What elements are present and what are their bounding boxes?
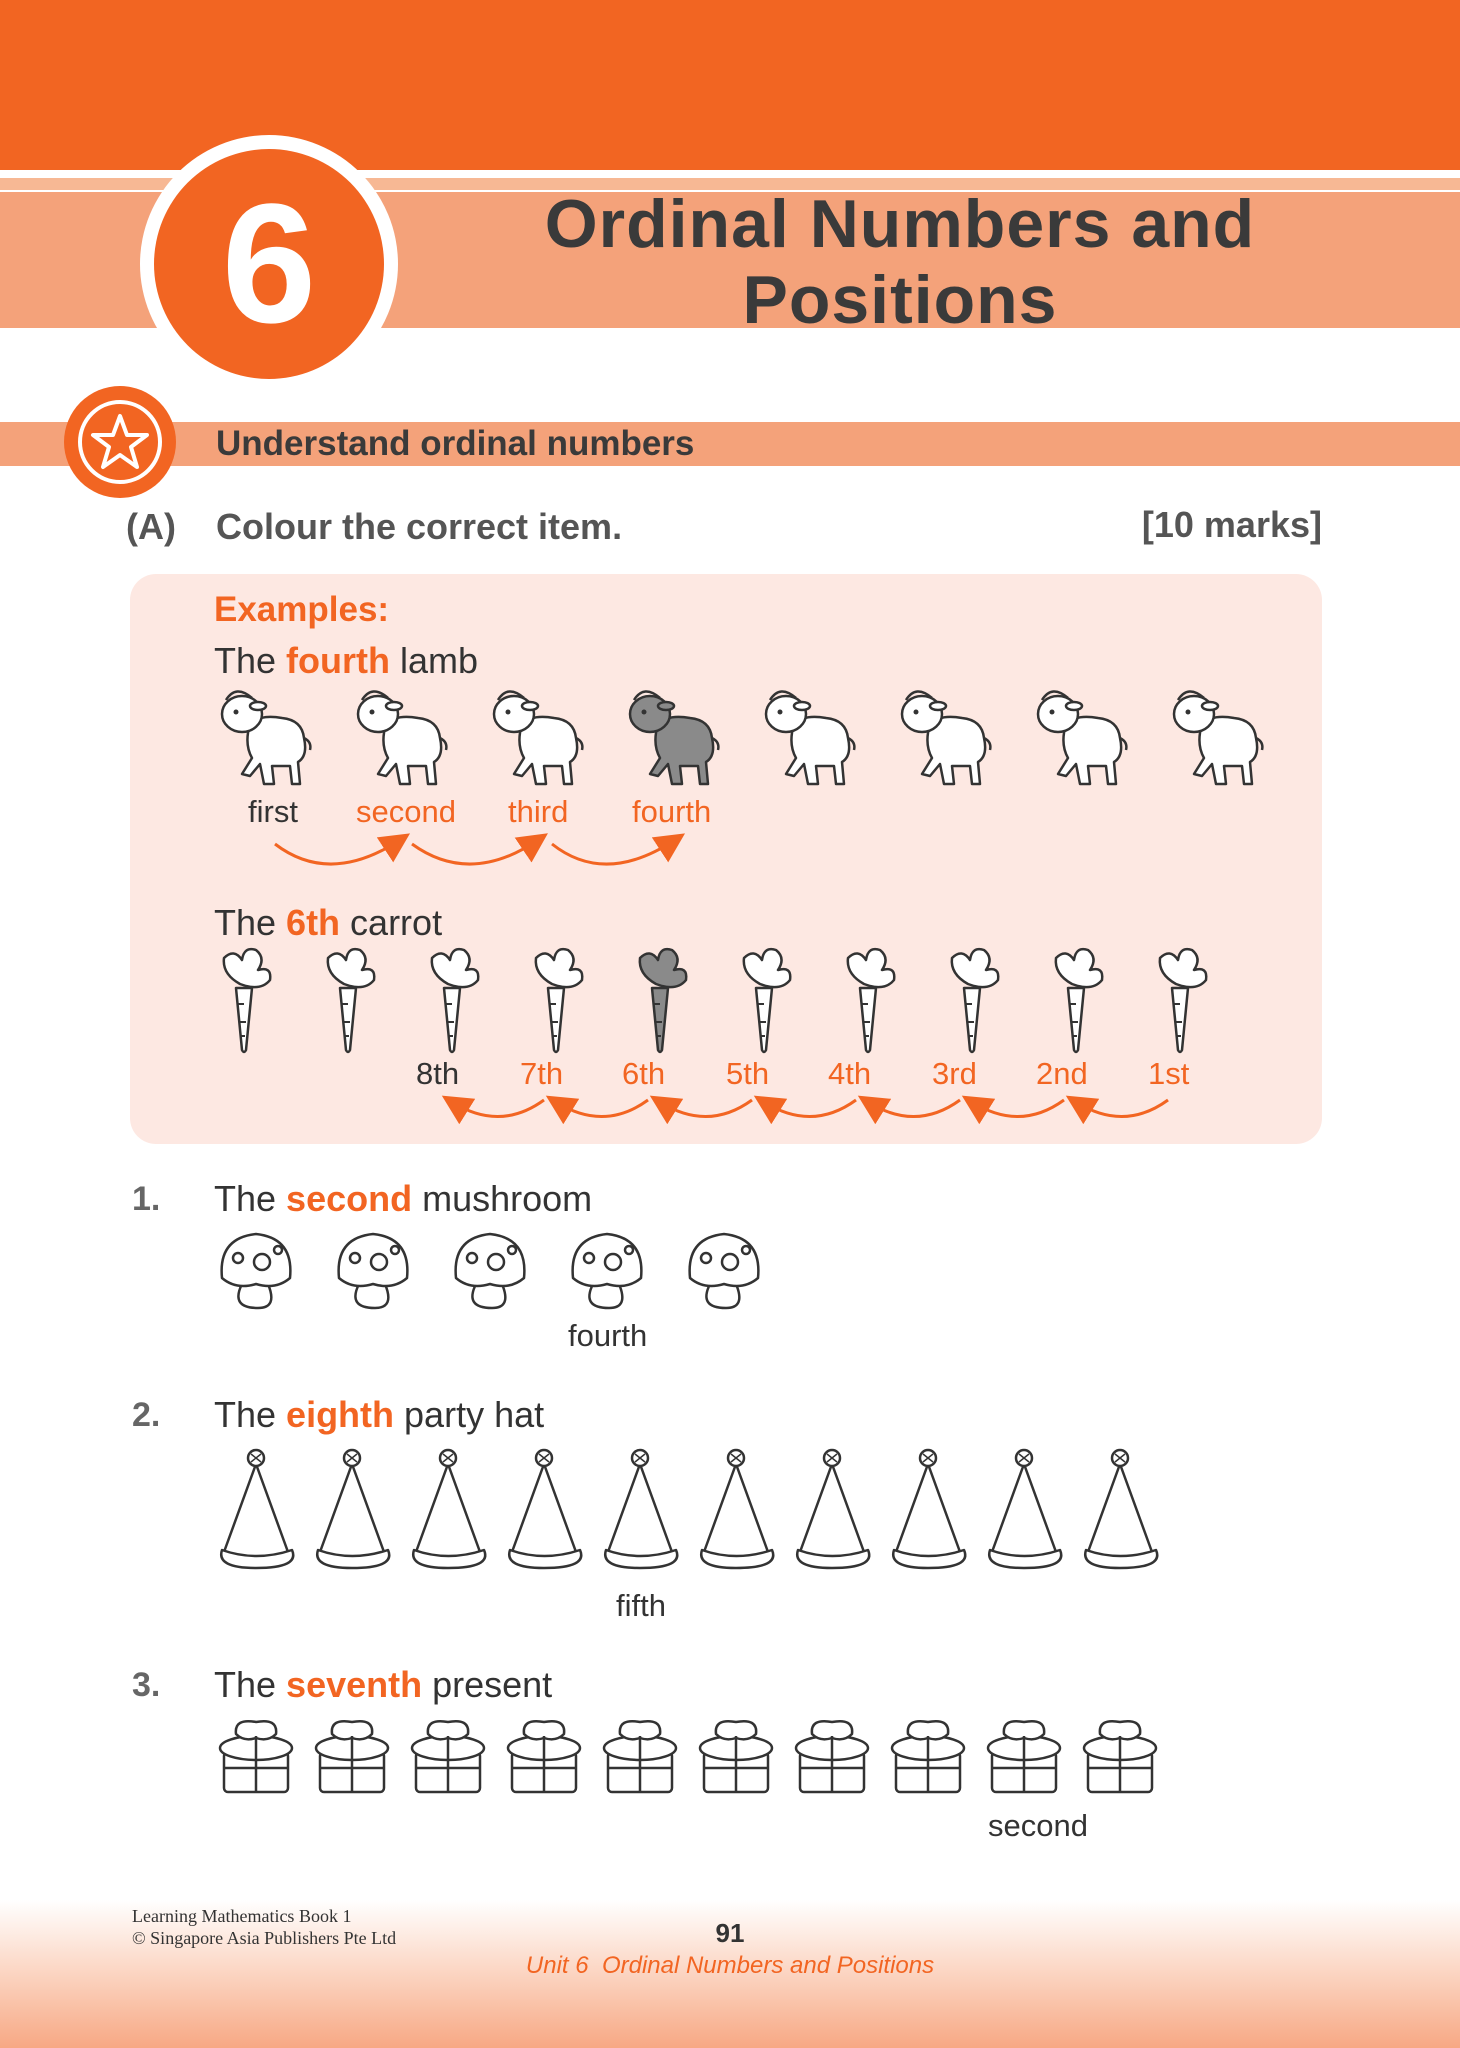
present-icon[interactable] xyxy=(312,1712,392,1796)
lamb-icon[interactable] xyxy=(756,680,860,790)
carrot-label-2: 7th xyxy=(520,1056,564,1091)
question-1-number: 1. xyxy=(132,1180,161,1218)
lamb-label-2: second xyxy=(356,794,456,829)
party-hat-icon[interactable] xyxy=(312,1444,394,1572)
carrot-label-8: 1st xyxy=(1148,1056,1190,1091)
question-3-number: 3. xyxy=(132,1666,161,1704)
carrot-arrows xyxy=(440,1092,1180,1142)
instruction: Colour the correct item. xyxy=(216,506,623,547)
carrot-label-6: 3rd xyxy=(932,1056,977,1091)
party-hat-icon[interactable] xyxy=(696,1444,778,1572)
carrot-icon[interactable] xyxy=(210,944,276,1056)
carrot-icon[interactable] xyxy=(522,944,588,1056)
book-title: Learning Mathematics Book 1 xyxy=(132,1906,352,1926)
present-icon[interactable] xyxy=(504,1712,584,1796)
lamb-icon[interactable] xyxy=(620,680,724,790)
party-hat-icon[interactable] xyxy=(984,1444,1066,1572)
party-hat-icon[interactable] xyxy=(504,1444,586,1572)
question-1-prompt: The second mushroom xyxy=(214,1178,593,1219)
carrot-icon[interactable] xyxy=(314,944,380,1056)
carrot-label-4: 5th xyxy=(726,1056,770,1091)
lamb-label-1: first xyxy=(248,794,298,829)
present-icon[interactable] xyxy=(696,1712,776,1796)
mushroom-icon[interactable] xyxy=(567,1228,647,1312)
lamb-label-3: third xyxy=(508,794,569,829)
mushroom-icon[interactable] xyxy=(684,1228,764,1312)
lamb-icon[interactable] xyxy=(484,680,588,790)
lamb-icon[interactable] xyxy=(348,680,452,790)
marks-label: [10 marks] xyxy=(1141,504,1322,545)
question-3-prompt: The seventh present xyxy=(214,1664,553,1705)
carrot-example-prompt: The 6th carrot xyxy=(214,902,443,943)
lamb-keyword: fourth xyxy=(286,640,391,681)
present-icon[interactable] xyxy=(792,1712,872,1796)
unit-number-badge: 6 xyxy=(154,149,384,379)
page-title xyxy=(420,186,1380,338)
mushroom-icon[interactable] xyxy=(450,1228,530,1312)
carrot-icon[interactable] xyxy=(1042,944,1108,1056)
title-line-1: Ordinal Numbers and xyxy=(544,186,1256,262)
question-1-hint: fourth xyxy=(568,1318,648,1353)
lamb-icon[interactable] xyxy=(1028,680,1132,790)
part-label: (A) xyxy=(126,506,176,547)
present-icon[interactable] xyxy=(408,1712,488,1796)
carrot-keyword: 6th xyxy=(286,902,341,943)
question-3-hint: second xyxy=(988,1808,1088,1843)
lamb-icon[interactable] xyxy=(212,680,316,790)
footer-unit-title: Unit 6 Ordinal Numbers and Positions xyxy=(525,1952,935,1979)
present-icon[interactable] xyxy=(984,1712,1064,1796)
question-2-hint: fifth xyxy=(616,1588,666,1623)
carrot-label-3: 6th xyxy=(622,1056,666,1091)
present-icon[interactable] xyxy=(600,1712,680,1796)
section-title: Understand ordinal numbers xyxy=(216,424,695,463)
lamb-label-4: fourth xyxy=(632,794,712,829)
carrot-label-1: 8th xyxy=(416,1056,460,1091)
carrot-icon[interactable] xyxy=(626,944,692,1056)
present-icon[interactable] xyxy=(888,1712,968,1796)
mushroom-icon[interactable] xyxy=(216,1228,296,1312)
carrot-icon[interactable] xyxy=(730,944,796,1056)
present-icon[interactable] xyxy=(1080,1712,1160,1796)
carrot-icon[interactable] xyxy=(834,944,900,1056)
carrot-label-7: 2nd xyxy=(1036,1056,1088,1091)
page-number: 91 xyxy=(715,1918,745,1948)
party-hat-icon[interactable] xyxy=(408,1444,490,1572)
party-hat-icon[interactable] xyxy=(1080,1444,1162,1572)
copyright: © Singapore Asia Publishers Pte Ltd xyxy=(132,1928,397,1948)
examples-heading: Examples: xyxy=(214,590,390,629)
star-icon xyxy=(90,412,150,472)
carrot-icon[interactable] xyxy=(938,944,1004,1056)
carrot-icon[interactable] xyxy=(1146,944,1212,1056)
party-hat-icon[interactable] xyxy=(792,1444,874,1572)
question-2-prompt: The eighth party hat xyxy=(214,1394,545,1435)
title-line-2: Positions xyxy=(742,262,1058,338)
carrot-label-5: 4th xyxy=(828,1056,872,1091)
lamb-icon[interactable] xyxy=(1164,680,1268,790)
mushroom-icon[interactable] xyxy=(333,1228,413,1312)
lamb-icon[interactable] xyxy=(892,680,996,790)
question-2-number: 2. xyxy=(132,1396,161,1434)
lamb-arrows xyxy=(270,828,690,888)
party-hat-icon[interactable] xyxy=(888,1444,970,1572)
carrot-icon[interactable] xyxy=(418,944,484,1056)
lamb-example-prompt: The fourth lamb xyxy=(214,640,479,681)
footer-credits xyxy=(132,1905,396,1949)
party-hat-icon[interactable] xyxy=(216,1444,298,1572)
present-icon[interactable] xyxy=(216,1712,296,1796)
party-hat-icon[interactable] xyxy=(600,1444,682,1572)
